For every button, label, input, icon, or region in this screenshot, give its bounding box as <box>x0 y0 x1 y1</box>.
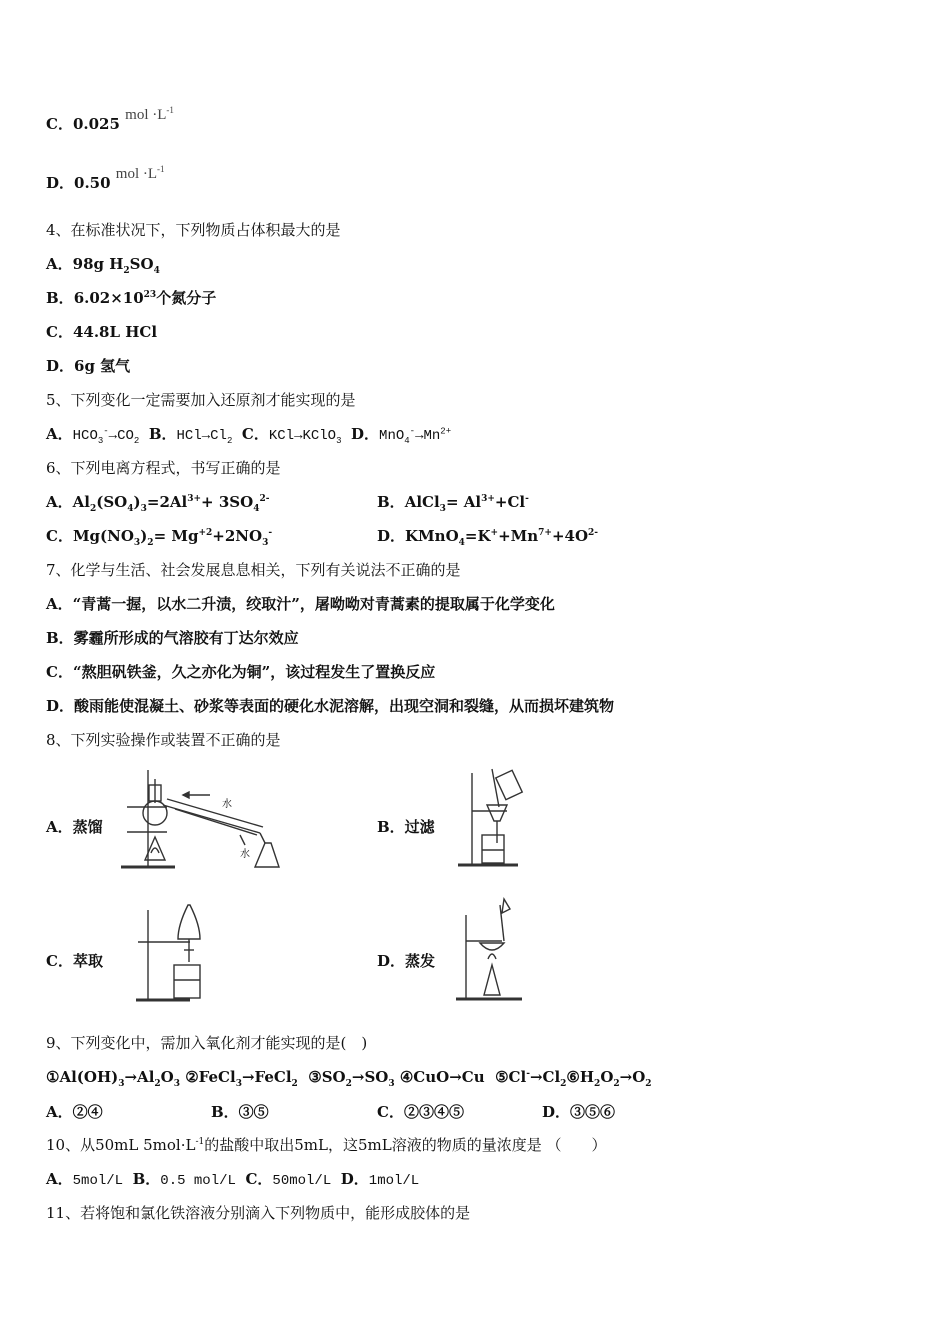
distillation-apparatus-figure <box>115 765 285 875</box>
q6-option-b: B．AlCl$_3$= $Al^{3+}+Cl^-$ <box>377 493 529 514</box>
q5-stem: 5、下列变化一定需要加入还原剂才能实现的是 <box>46 391 356 409</box>
q9-item-5: $⑤Cl^-\to Cl_2$ <box>495 1068 567 1089</box>
q9-items <box>46 1067 652 1087</box>
q3-option-d-unit: mol $\cdot L^{-1}$ <box>115 164 165 182</box>
q9-option-b: B．③⑤ <box>211 1103 269 1121</box>
q7-option-d: D．酸雨能使混凝土、砂浆等表面的硬化水泥溶解，出现空洞和裂缝，从而损坏建筑物 <box>46 697 615 715</box>
q3-option-c: C．0.025 mol $\cdot L^{-1}$ <box>46 105 174 133</box>
q8-stem: 8、下列实验操作或装置不正确的是 <box>46 731 281 749</box>
q6-option-a: A．$Al_2(SO_4)_3=2Al^{3+}+ 3SO_4^{2-}$ <box>46 493 270 514</box>
q8-option-d-label: D．蒸发 <box>377 952 436 970</box>
q9-item-2: ②FeCl$_3$→FeCl$_2$ <box>185 1068 298 1089</box>
q7-option-a: A．“青蒿一握，以水二升渍，绞取汁”，屠呦呦对青蒿素的提取属于化学变化 <box>46 595 555 613</box>
q4-stem: 4、在标准状况下，下列物质占体积最大的是 <box>46 221 341 239</box>
q7-option-c: C．“熬胆矾铁釜，久之亦化为铜”，该过程发生了置换反应 <box>46 663 436 681</box>
q3-option-c-unit: mol $\cdot L^{-1}$ <box>125 105 174 123</box>
q4-option-c: C．44.8L HCl <box>46 323 158 341</box>
q6-stem: 6、下列电离方程式，书写正确的是 <box>46 459 281 477</box>
q9-stem: 9、下列变化中，需加入氧化剂才能实现的是( ) <box>46 1034 368 1052</box>
q9-item-4: ④CuO→Cu <box>399 1068 485 1086</box>
q9-item-1: $①Al(OH)_3\to Al_2O_3$ <box>46 1068 180 1089</box>
q10-options: A．5mol/L B．0.5 mol/L C．50mol/L D．1mol/L <box>46 1170 420 1189</box>
extraction-apparatus-figure <box>130 900 210 1005</box>
q10-stem: 10、从50mL $5mol\cdot L^{-1}$的盐酸中取出5mL，这5mL溶液的物质的量浓度是 （ ） <box>46 1136 607 1154</box>
q6-option-d: D．$KMnO_4=K^++Mn^{7+}+4O^{2-}$ <box>377 527 599 548</box>
q11-stem: 11、若将饱和氯化铁溶液分别滴入下列物质中，能形成胶体的是 <box>46 1204 471 1222</box>
q6-option-c: C．$Mg(NO_3)_2= Mg^{+2}+2NO_3^-$ <box>46 527 273 548</box>
q4-option-a: A．98g $H_2SO_4$ <box>46 255 160 276</box>
q9-option-c: C．②③④⑤ <box>377 1103 464 1121</box>
water-outlet-label: 水 <box>240 849 250 860</box>
q7-option-b: B．雾霾所形成的气溶胶有丁达尔效应 <box>46 629 299 647</box>
q9-item-6: $⑥H_2O_2\to O_2$ <box>566 1068 652 1089</box>
q4-option-b: B．$6.02\times 10^{23}$个氮分子 <box>46 289 217 307</box>
q8-option-c-label: C．萃取 <box>46 952 103 970</box>
q4-option-d: D．6g 氢气 <box>46 357 131 375</box>
evaporation-apparatus-figure <box>452 895 532 1005</box>
water-inlet-label: 水 <box>222 799 232 810</box>
q8-option-a-label: A．蒸馏 <box>46 818 103 836</box>
q3-option-d: D．0.50 mol $\cdot L^{-1}$ <box>46 164 165 192</box>
q5-options: A．$HCO_3^-\to CO_2$ B．$HCl\to Cl_2$ C．KCl→KClO$_3$ D．$MnO_4^-\to Mn^{2+}$ <box>46 425 452 446</box>
q9-option-a: A．②④ <box>46 1103 103 1121</box>
filtration-apparatus-figure <box>452 765 527 870</box>
q8-option-b-label: B．过滤 <box>377 818 435 836</box>
q9-option-d: D．③⑤⑥ <box>542 1103 616 1121</box>
q7-stem: 7、化学与生活、社会发展息息相关，下列有关说法不正确的是 <box>46 561 461 579</box>
q9-item-3: $③SO_2\to SO_3$ <box>308 1068 395 1089</box>
